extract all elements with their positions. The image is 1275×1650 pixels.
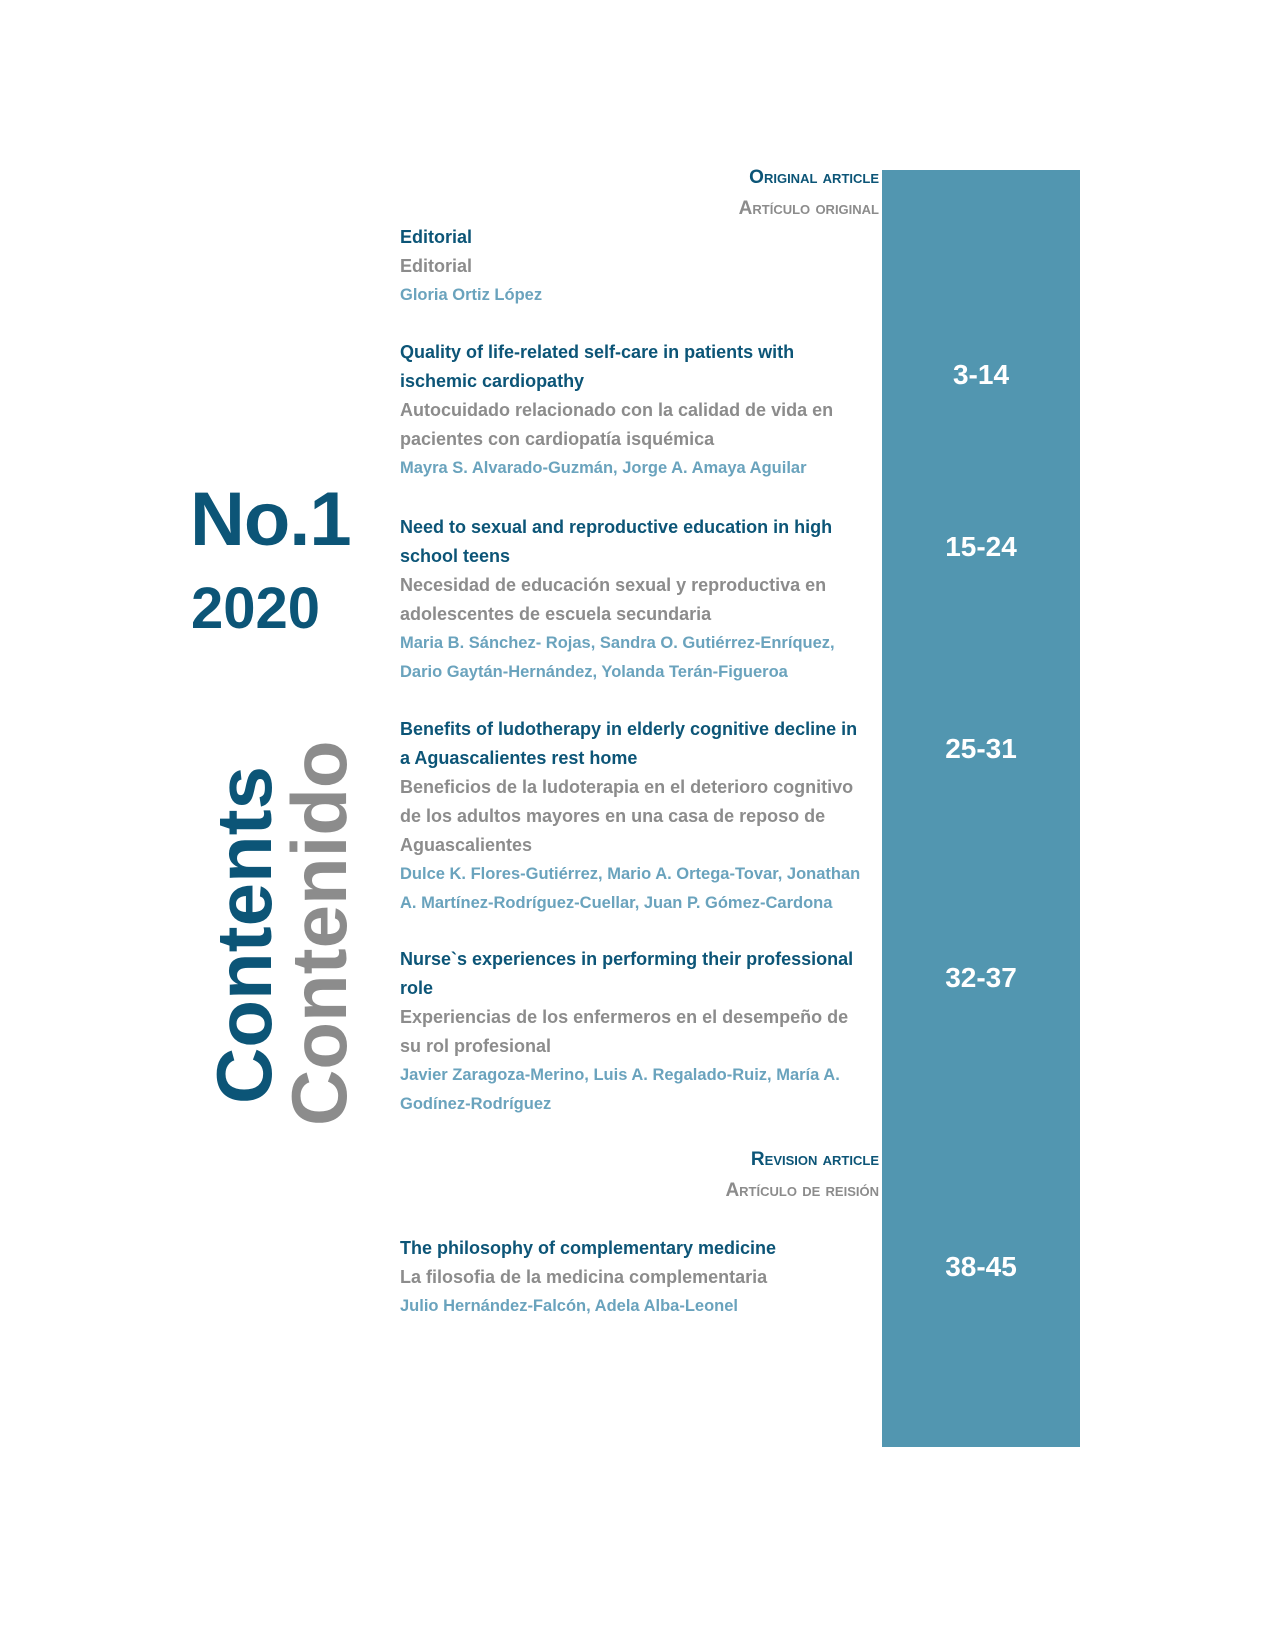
article-title-es: Experiencias de los enfermeros en el desempeño de [400,1007,849,1027]
article-authors: Gloria Ortiz López [400,286,543,304]
article-pages: 25-31 [945,733,1017,764]
article-title-en[interactable]: Editorial [400,227,473,247]
article-title-es: Necesidad de educación sexual y reproductiva en [400,575,827,595]
article-title-es: adolescentes de escuela secundaria [400,604,712,624]
article-pages: 38-45 [945,1251,1017,1282]
article-authors: Godínez-Rodríguez [400,1095,552,1113]
article-title-es: La filosofia de la medicina complementaria [400,1267,768,1287]
article-title-es: de los adultos mayores en una casa de reposo de [400,806,826,826]
article-title-es: Editorial [400,256,473,276]
section-label-original-en: Original article [749,167,879,188]
article-title-en[interactable]: role [400,978,434,998]
article-title-es: pacientes con cardiopatía isquémica [400,429,715,449]
toc-entry-ludotherapy[interactable] [400,715,880,918]
article-title-en[interactable]: a Aguascalientes rest home [400,748,638,768]
article-title-en[interactable]: Nurse`s experiences in performing their professional [400,949,854,969]
toc-entry-complementary-medicine[interactable] [400,1234,880,1321]
article-pages: 15-24 [945,531,1017,562]
article-title-en[interactable]: Benefits of ludotherapy in elderly cognitive decline in [400,719,858,739]
article-title-es: Autocuidado relacionado con la calidad de vida en [400,400,834,420]
article-title-es: Beneficios de la ludoterapia en el deterioro cognitivo [400,777,854,797]
article-pages: 3-14 [952,359,1010,390]
section-label-revision-es: Artículo de reisión [725,1180,879,1201]
section-label-revision-en: Revision article [750,1149,879,1170]
article-authors: Maria B. Sánchez- Rojas, Sandra O. Gutiérrez-Enríquez, [400,634,835,652]
issue-year: 2020 [191,576,321,641]
issue-number: No.1 [190,477,351,562]
article-pages: 32-37 [945,962,1017,993]
article-authors: A. Martínez-Rodríguez-Cuellar, Juan P. Gómez-Cardona [400,894,833,912]
article-authors: Mayra S. Alvarado-Guzmán, Jorge A. Amaya Aguilar [400,459,807,477]
article-title-en[interactable]: ischemic cardiopathy [400,371,585,391]
contenido-heading: Contenido [275,740,363,1126]
article-title-en[interactable]: school teens [400,546,511,566]
article-authors: Javier Zaragoza-Merino, Luis A. Regalado-Ruiz, María A. [400,1066,840,1084]
article-title-es: su rol profesional [400,1036,552,1056]
article-title-en[interactable]: Quality of life-related self-care in patients with [400,342,795,362]
section-label-original-es: Artículo original [738,198,879,219]
toc-entry-nurse-experiences[interactable] [400,945,880,1119]
article-authors: Julio Hernández-Falcón, Adela Alba-Leonel [400,1297,738,1315]
toc-entry-sexual-education[interactable] [400,513,880,687]
article-title-es: Aguascalientes [400,835,533,855]
toc-entry-self-care[interactable] [400,338,880,483]
toc-entry-editorial[interactable] [400,223,880,310]
article-title-en[interactable]: Need to sexual and reproductive education in high [400,517,833,537]
article-title-en[interactable]: The philosophy of complementary medicine [400,1238,777,1258]
article-authors: Dario Gaytán-Hernández, Yolanda Terán-Figueroa [400,663,788,681]
article-authors: Dulce K. Flores-Gutiérrez, Mario A. Ortega-Tovar, Jonathan [400,865,861,883]
contents-heading: Contents [200,766,288,1104]
